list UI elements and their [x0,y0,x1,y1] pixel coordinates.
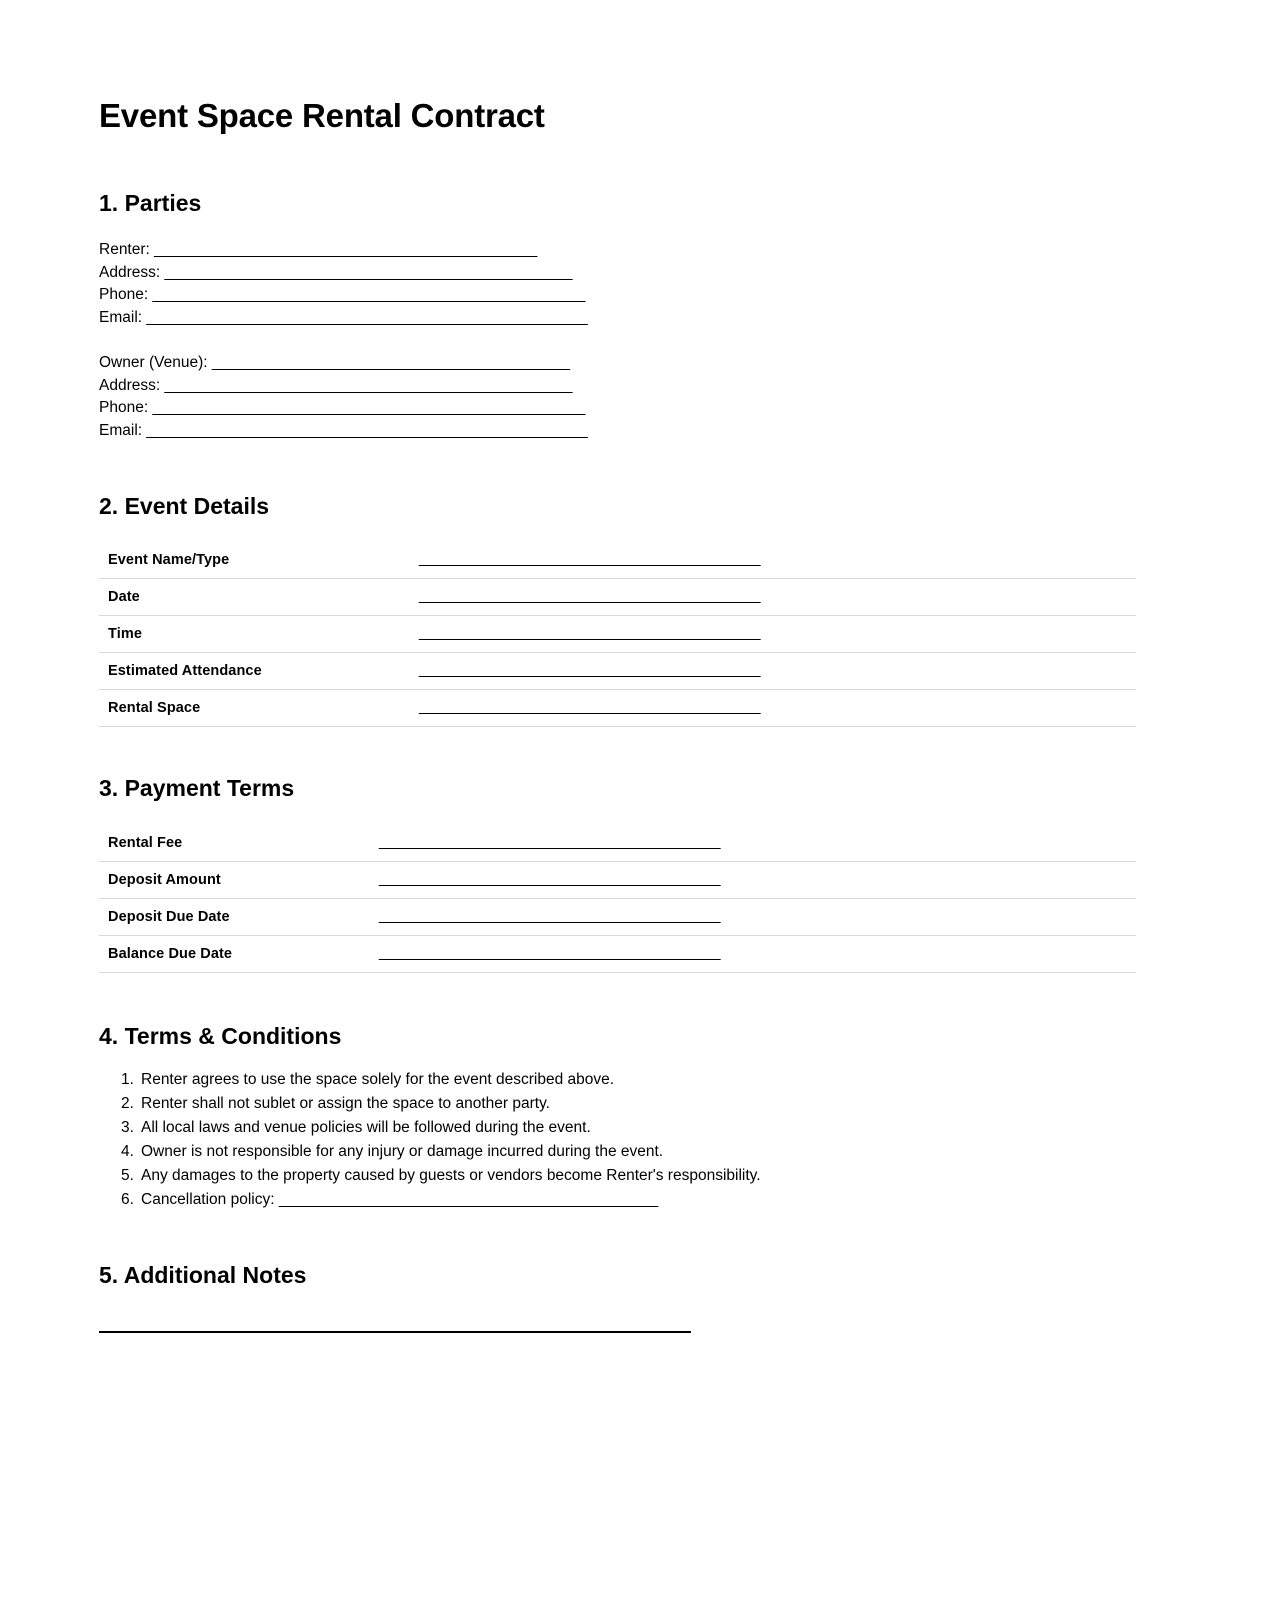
field-fill-line[interactable]: ___________________________________________ [211,354,570,372]
row-fill-line[interactable]: _________________________________________ [379,906,721,924]
row-label: Balance Due Date [108,945,233,962]
table-row [99,542,1136,579]
list-item-text: Any damages to the property caused by guests or vendors become Renter's responsibility. [141,1167,761,1185]
field-label: Phone: [99,286,149,304]
field-fill-line[interactable]: _____________________________________________________ [146,421,588,439]
field-renter-email [99,307,1136,330]
field-owner-name [99,352,1136,375]
table-row [99,653,1136,690]
row-fill-line[interactable]: _________________________________________ [379,869,721,887]
field-label: Phone: [99,399,149,417]
list-item-text: All local laws and venue policies will be followed during the event. [141,1119,591,1137]
section-heading-parties: 1. Parties [99,189,202,216]
row-fill-line[interactable]: _________________________________________ [419,587,761,605]
list-item-number: 3. [121,1119,134,1137]
list-item [99,1068,1136,1092]
payment-terms-table [99,825,1136,973]
field-fill-line[interactable]: _________________________________________________ [164,376,573,394]
section-heading-additional-notes: 5. Additional Notes [99,1262,307,1289]
row-label: Event Name/Type [108,552,230,569]
row-label: Rental Space [108,700,201,717]
list-item-number: 6. [121,1191,134,1209]
document-title: Event Space Rental Contract [99,97,545,134]
row-fill-line[interactable]: _________________________________________ [379,832,721,850]
table-row [99,616,1136,653]
row-fill-line[interactable]: _________________________________________ [379,943,721,961]
row-label: Date [108,589,140,606]
list-item-cancellation-policy [99,1188,1136,1212]
list-item [99,1092,1136,1116]
section-heading-terms-conditions: 4. Terms & Conditions [99,1022,342,1049]
list-item [99,1116,1136,1140]
table-row [99,861,1136,898]
field-renter-name [99,239,1136,262]
row-label: Estimated Attendance [108,663,262,680]
list-item-text: Owner is not responsible for any injury or damage incurred during the event. [141,1143,664,1161]
document-content [99,0,1136,1333]
row-label: Deposit Amount [108,871,221,888]
cancellation-policy-field[interactable]: Cancellation policy: ____________________________________________ [141,1191,659,1209]
field-fill-line[interactable]: ____________________________________________________ [152,286,586,304]
field-label: Address: [99,263,161,281]
row-fill-line[interactable]: _________________________________________ [419,661,761,679]
terms-conditions-list [99,1050,1136,1212]
section-heading-payment-terms: 3. Payment Terms [99,775,295,802]
parties-spacer [99,330,1136,353]
field-fill-line[interactable]: _________________________________________________ [164,263,573,281]
field-owner-phone [99,397,1136,420]
list-item-number: 4. [121,1143,134,1161]
row-label: Time [108,626,142,643]
row-label: Rental Fee [108,834,183,851]
field-label: Owner (Venue): [99,354,208,372]
field-owner-address [99,375,1136,398]
field-label: Email: [99,308,143,326]
list-item-text: Renter shall not sublet or assign the space to another party. [141,1095,550,1113]
field-renter-phone [99,284,1136,307]
parties-block [99,217,1136,442]
list-item-text: Renter agrees to use the space solely for the event described above. [141,1071,615,1089]
list-item [99,1140,1136,1164]
list-item-number: 2. [121,1095,134,1113]
table-row [99,579,1136,616]
additional-notes-fill-line[interactable] [99,1331,691,1333]
field-renter-address [99,262,1136,285]
table-row [99,898,1136,935]
table-row [99,935,1136,972]
table-row [99,690,1136,727]
row-fill-line[interactable]: _________________________________________ [419,698,761,716]
list-item-number: 1. [121,1071,134,1089]
section-heading-event-details: 2. Event Details [99,492,270,519]
list-item-number: 5. [121,1167,134,1185]
field-label: Email: [99,421,143,439]
table-row [99,825,1136,862]
field-fill-line[interactable]: ______________________________________________ [154,241,537,259]
field-fill-line[interactable]: ____________________________________________________ [152,399,586,417]
field-fill-line[interactable]: _____________________________________________________ [146,308,588,326]
row-fill-line[interactable]: _________________________________________ [419,550,761,568]
field-owner-email [99,420,1136,443]
list-item [99,1164,1136,1188]
row-fill-line[interactable]: _________________________________________ [419,624,761,642]
row-label: Deposit Due Date [108,908,230,925]
field-label: Renter: [99,241,150,259]
event-details-table [99,542,1136,727]
field-label: Address: [99,376,161,394]
